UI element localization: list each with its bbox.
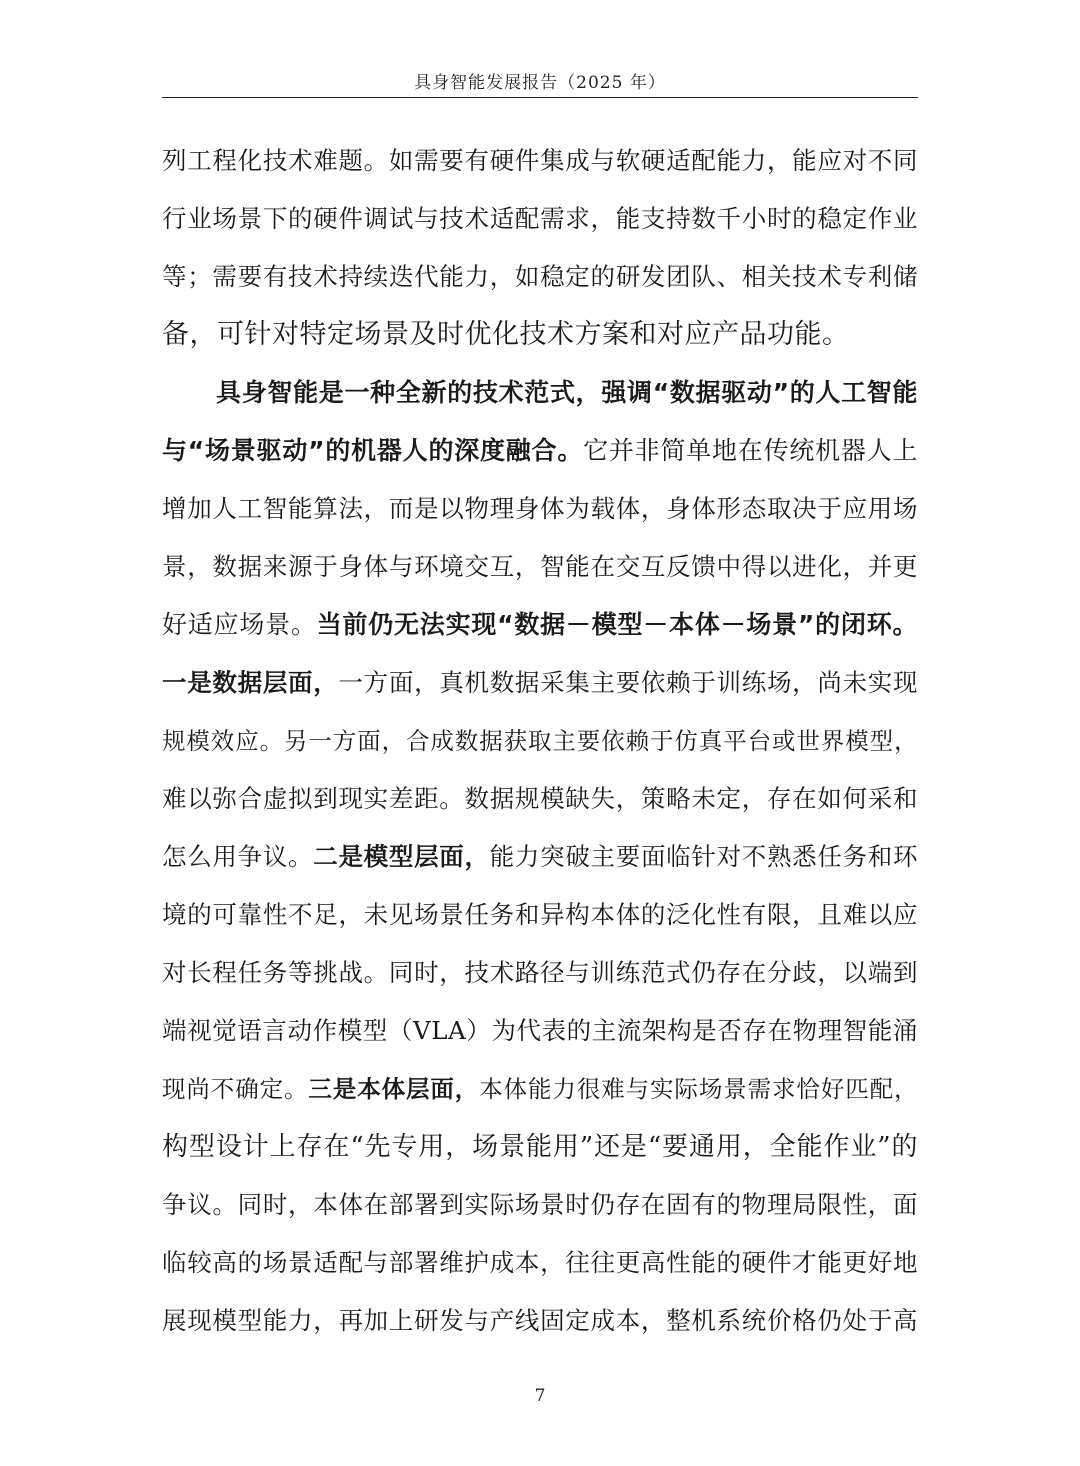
paragraph-2-line-17: 展现模型能力，再加上研发与产线固定成本，整机系统价格仍处于高	[162, 1306, 918, 1335]
paragraph-2-line-15: 争议。同时，本体在部署到实际场景时仍存在固有的物理局限性，面	[162, 1190, 918, 1219]
paragraph-2-line-2	[162, 422, 918, 480]
paragraph-2-line-12: 端视觉语言动作模型（VLA）为代表的主流架构是否存在物理智能涌	[162, 1016, 918, 1045]
paragraph-2-line-6	[162, 654, 918, 712]
header-rule	[162, 97, 918, 98]
paragraph-1-line-2: 行业场景下的硬件调试与技术适配需求，能支持数千小时的稳定作业	[162, 204, 918, 233]
paragraph-2-line-11: 对长程任务等挑战。同时，技术路径与训练范式仍存在分歧，以端到	[162, 958, 918, 987]
paragraph-1-line-4: 备，可针对特定场景及时优化技术方案和对应产品功能。	[162, 319, 850, 350]
bold-span: 二是模型层面，	[313, 842, 490, 871]
bold-span: 三是本体层面，	[308, 1075, 480, 1103]
paragraph-2-line-14: 构型设计上存在“先专用，场景能用”还是“要通用，全能作业”的	[162, 1132, 918, 1162]
paragraph-2-line-16: 临较高的场景适配与部署维护成本，往往更高性能的硬件才能更好地	[162, 1248, 918, 1277]
body-text	[162, 132, 918, 1350]
bold-span: 与“场景驱动”的机器人的深度融合。	[162, 436, 584, 465]
paragraph-2-line-1	[162, 364, 918, 422]
text-span: 怎么用争议。	[162, 842, 314, 871]
paragraph-2-line-13	[162, 1060, 918, 1118]
text-span: 它并非简单地在传统机器人上	[583, 436, 918, 465]
paragraph-2-line-8: 难以弥合虚拟到现实差距。数据规模缺失，策略未定，存在如何采和	[162, 784, 918, 813]
paragraph-2-line-7: 规模效应。另一方面，合成数据获取主要依赖于仿真平台或世界模型，	[162, 727, 918, 755]
paragraph-1-line-3: 等；需要有技术持续迭代能力，如稳定的研发团队、相关技术专利储	[162, 262, 918, 291]
paragraph-2-line-4: 景，数据来源于身体与环境交互，智能在交互反馈中得以进化，并更	[162, 552, 918, 581]
running-header: 具身智能发展报告（2025 年）	[414, 73, 666, 93]
paragraph-1-line-1: 列工程化技术难题。如需要有硬件集成与软硬适配能力，能应对不同	[162, 146, 918, 175]
paragraph-2-line-3: 增加人工智能算法，而是以物理身体为载体，身体形态取决于应用场	[162, 494, 918, 523]
text-span: 能力突破主要面临针对不熟悉任务和环	[489, 842, 919, 871]
paragraph-2-line-9	[162, 828, 918, 886]
text-span: 现尚不确定。	[162, 1075, 309, 1103]
bold-span: 一是数据层面，	[162, 668, 339, 697]
text-span: 本体能力很难与实际场景需求恰好匹配，	[479, 1075, 919, 1103]
paragraph-2-line-5	[162, 596, 918, 654]
bold-span: 具身智能是一种全新的技术范式，强调“数据驱动”的人工智能	[216, 378, 918, 407]
page-number: 7	[534, 1386, 546, 1406]
paragraph-2-line-10: 境的可靠性不足，未见场景任务和异构本体的泛化性有限，且难以应	[162, 900, 918, 929]
text-span: 一方面，真机数据采集主要依赖于训练场，尚未实现	[338, 668, 919, 697]
bold-span: 当前仍无法实现“数据－模型－本体－场景”的闭环。	[316, 610, 918, 639]
text-span: 好适应场景。	[162, 610, 317, 639]
